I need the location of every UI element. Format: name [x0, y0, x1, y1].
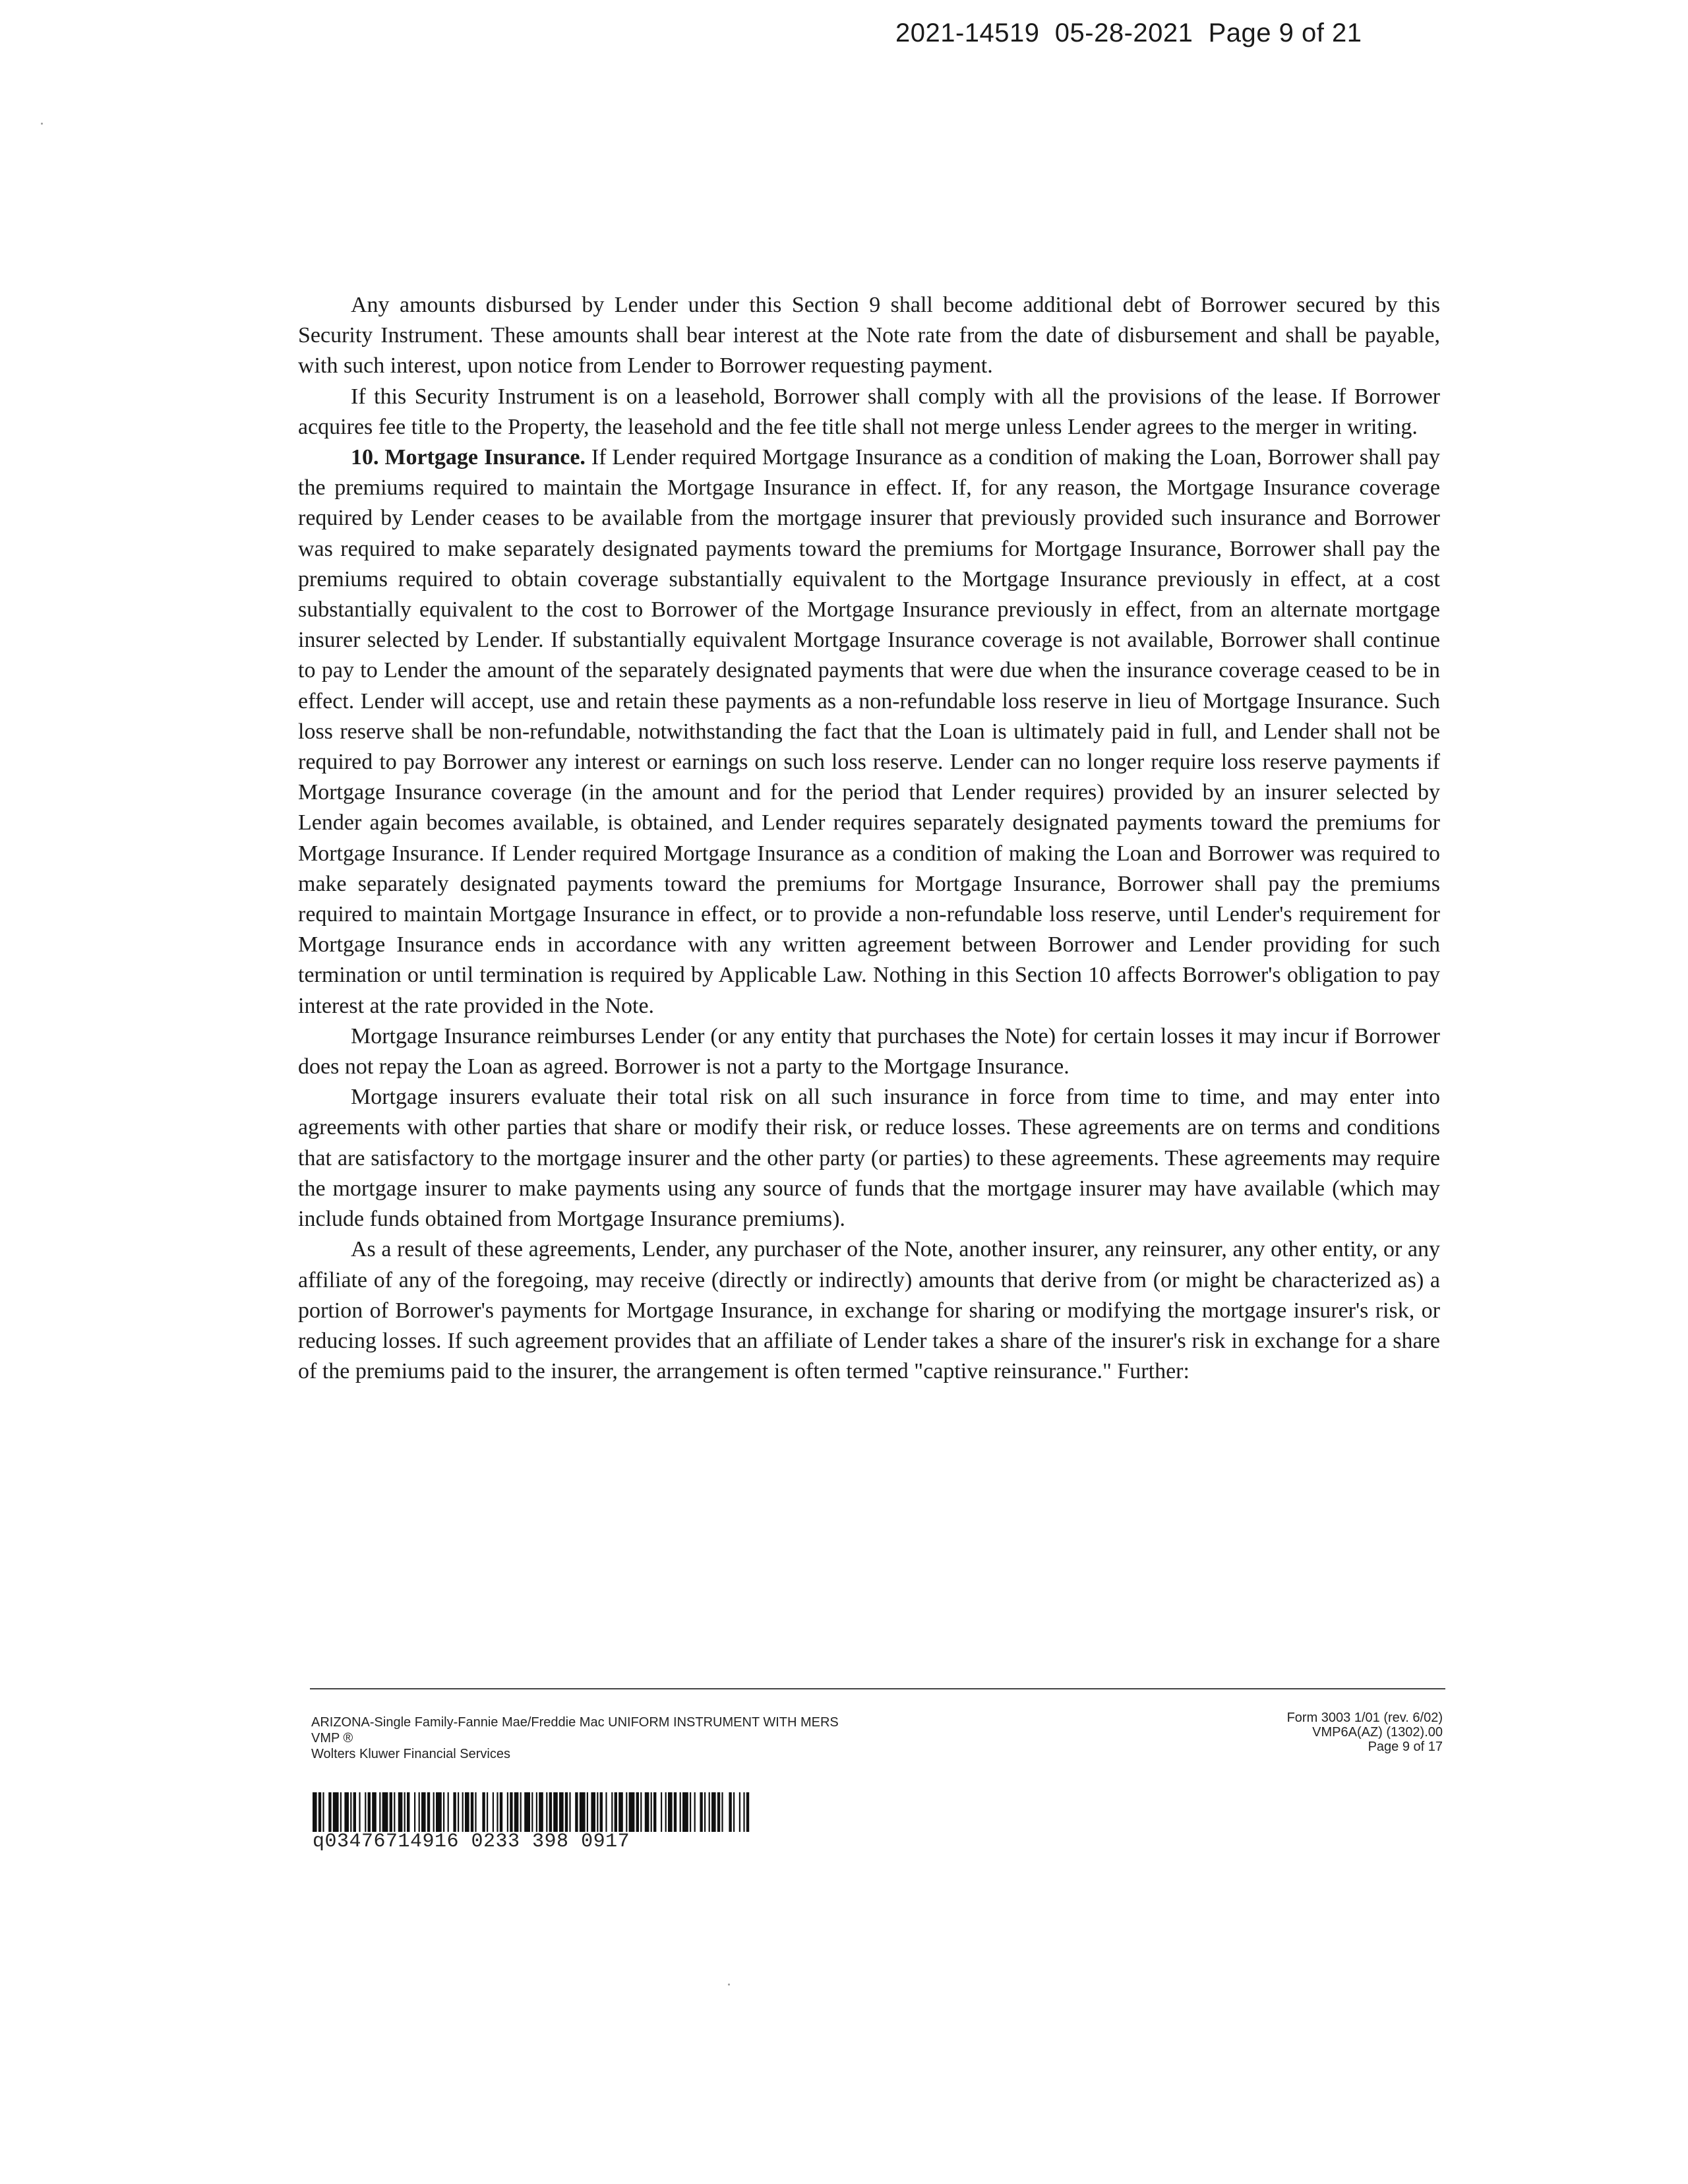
barcode-bar: [433, 1792, 435, 1832]
barcode-bar: [372, 1792, 377, 1832]
paragraph-insurer-agreements: [298, 1082, 1440, 1234]
barcode-bar: [636, 1792, 639, 1832]
paragraph-section-10-mortgage-insurance: [298, 442, 1440, 1021]
barcode-bar: [407, 1792, 409, 1832]
scan-speck: [728, 1984, 730, 1986]
footer-page-number: Page 9 of 17: [1368, 1740, 1443, 1754]
barcode-bar: [443, 1792, 444, 1832]
barcode-bar: [674, 1792, 677, 1832]
barcode-bar: [458, 1792, 459, 1832]
barcode-bar: [322, 1792, 324, 1832]
footer-form-revision: Form 3003 1/01 (rev. 6/02): [1286, 1711, 1443, 1725]
barcode-bar: [539, 1792, 543, 1832]
barcode-bar: [436, 1792, 442, 1832]
barcode-bar: [700, 1792, 702, 1832]
barcode-bar: [587, 1792, 588, 1832]
paragraph-text: Mortgage Insurance reimburses Lender (or any entity that purchases the Note) for certain losses it may incur if Borrower does not repay the Loan as agreed. Borrower is not a party to the Mortgage Insurance.: [298, 1023, 1440, 1079]
barcode-bar: [565, 1792, 568, 1832]
barcode-bar: [318, 1792, 321, 1832]
barcode-bar: [421, 1792, 426, 1832]
barcode-bar: [559, 1792, 564, 1832]
paragraph-text: Mortgage insurers evaluate their total risk on all such insurance in force from time to time, and may enter into agreements with other parties that share or modify their risk, or reduce losses. These agreements are on terms and conditions that are satisfactory to the mortgage insurer and the other party (or parties) to these agreements. These agreements may require the mortgage insurer to make payments using any source of funds that the mortgage insurer may have available (which may include funds obtained from Mortgage Insurance premiums).: [298, 1085, 1440, 1232]
barcode-bar: [629, 1792, 635, 1832]
barcode-bar: [546, 1792, 547, 1832]
barcode-bar: [580, 1792, 586, 1832]
paragraph-reimbursement: [298, 1021, 1440, 1082]
barcode-bar: [398, 1792, 403, 1832]
barcode-bar: [471, 1792, 473, 1832]
barcode-bar: [359, 1792, 360, 1832]
barcode-bar: [394, 1792, 395, 1832]
paragraph-text: If this Security Instrument is on a leasehold, Borrower shall comply with all the provisions of the lease. If Borrower acquires fee title to the Property, the leasehold and the fee title shall not merge unless Lender agrees to the merger in writing.: [298, 384, 1440, 439]
barcode-bar: [680, 1792, 681, 1832]
paragraph-text: Any amounts disbursed by Lender under this Section 9 shall become additional debt of Borrower secured by this Security Instrument. These amounts shall bear interest at the Note rate from the date of disbursement and shall be payable, with such interest, upon notice from Lender to Borrower requesting payment.: [298, 293, 1440, 379]
barcode-bar: [690, 1792, 691, 1832]
barcode-bar: [597, 1792, 598, 1832]
document-body: [298, 290, 1440, 1387]
paragraph-leasehold: [298, 382, 1440, 442]
barcode-bar: [493, 1792, 494, 1832]
barcode-bar: [382, 1792, 388, 1832]
paragraph-section-9-disbursements: [298, 290, 1440, 382]
barcode-bar: [733, 1792, 735, 1832]
barcode-bar: [510, 1792, 512, 1832]
barcode-number: q03476714916 0233 398 0917: [313, 1831, 630, 1853]
barcode-bar: [640, 1792, 642, 1832]
footer-vmp-mark: VMP ®: [311, 1731, 353, 1745]
barcode-bar: [618, 1792, 623, 1832]
barcode-bar: [419, 1792, 420, 1832]
barcode-bar: [465, 1792, 469, 1832]
barcode-bar: [448, 1792, 449, 1832]
barcode-bar: [344, 1792, 349, 1832]
barcode-bar: [739, 1792, 740, 1832]
barcode-bar: [626, 1792, 627, 1832]
barcode-bar: [404, 1792, 406, 1832]
barcode-bar: [487, 1792, 488, 1832]
footer-form-number: [1287, 1711, 1443, 1754]
barcode-bar: [482, 1792, 485, 1832]
barcode-bar: [475, 1792, 476, 1832]
barcode-bar: [462, 1792, 464, 1832]
barcode-bar: [645, 1792, 649, 1832]
barcode-bar: [553, 1792, 558, 1832]
barcode-image: [313, 1792, 750, 1832]
barcode-bar: [668, 1792, 673, 1832]
barcode-bar: [717, 1792, 720, 1832]
barcode-bar: [615, 1792, 617, 1832]
barcode-bar: [704, 1792, 706, 1832]
barcode-bar: [353, 1792, 356, 1832]
scan-speck: [41, 123, 43, 125]
paragraph-captive-reinsurance: [298, 1234, 1440, 1387]
footer-form-info: [311, 1714, 839, 1762]
barcode-bar: [328, 1792, 331, 1832]
barcode-bar: [350, 1792, 351, 1832]
barcode-bar: [507, 1792, 508, 1832]
barcode-bar: [651, 1792, 652, 1832]
barcode-bar: [500, 1792, 502, 1832]
footer-publisher: Wolters Kluwer Financial Services: [311, 1747, 510, 1761]
section-heading: 10. Mortgage Insurance.: [351, 445, 586, 470]
barcode-bar: [531, 1792, 533, 1832]
barcode-bar: [611, 1792, 613, 1832]
barcode-bar: [721, 1792, 723, 1832]
barcode-bar: [605, 1792, 607, 1832]
barcode-bar: [414, 1792, 415, 1832]
barcode-bar: [694, 1792, 696, 1832]
barcode-bar: [743, 1792, 744, 1832]
barcode-bar: [313, 1792, 317, 1832]
barcode-bar: [709, 1792, 710, 1832]
paragraph-text: As a result of these agreements, Lender, any purchaser of the Note, another insurer, any reinsurer, any other entity, or any affiliate of any of the foregoing, may receive (directly or indirectly) amounts that derive from (or might be characterized as) a portion of Borrower's payments for Mortgage Insurance, in exchange for sharing or modifying the mortgage insurer's risk, or reducing losses. If such agreement provides that an affiliate of Lender takes a share of the insurer's risk in exchange for a share of the premiums paid to the insurer, the arrangement is often termed "captive reinsurance." Further:: [298, 1237, 1440, 1384]
barcode-bar: [427, 1792, 430, 1832]
barcode-bar: [661, 1792, 662, 1832]
barcode-bar: [569, 1792, 570, 1832]
barcode-bar: [549, 1792, 552, 1832]
barcode-bar: [365, 1792, 366, 1832]
barcode-bar: [333, 1792, 339, 1832]
barcode-bar: [746, 1792, 749, 1832]
barcode-bar: [653, 1792, 656, 1832]
barcode-bar: [600, 1792, 603, 1832]
barcode-bar: [575, 1792, 578, 1832]
footer-form-title: ARIZONA-Single Family-Fannie Mae/Freddie Mac UNIFORM INSTRUMENT WITH MERS: [311, 1715, 839, 1730]
footer-divider: [310, 1688, 1445, 1689]
barcode-bar: [665, 1792, 667, 1832]
barcode-bar: [729, 1792, 731, 1832]
barcode-bar: [390, 1792, 392, 1832]
barcode-bar: [524, 1792, 530, 1832]
barcode-bar: [520, 1792, 522, 1832]
barcode-bar: [536, 1792, 537, 1832]
paragraph-text: If Lender required Mortgage Insurance as a condition of making the Loan, Borrower shall pay the premiums required to maintain the Mortgage Insurance in effect. If, for any reason, the Mortgage Insurance coverage required by Lender ceases to be available from the mortgage insurer that previously provided such insurance and Borrower was required to make separately designated payments toward the premiums for Mortgage Insurance, Borrower shall pay the premiums required to obtain coverage substantially equivalent to the Mortgage Insurance previously in effect, at a cost substantially equivalent to the cost to Borrower of the Mortgage Insurance previously in effect, from an alternate mortgage insurer selected by Lender. If substantially equivalent Mortgage Insurance coverage is not available, Borrower shall continue to pay to Lender the amount of the separately designated payments that were due when the insurance coverage ceased to be in effect. Lender will accept, use and retain these payments as a non-refundable loss reserve in lieu of Mortgage Insurance. Such loss reserve shall be non-refundable, notwithstanding the fact that the Loan is ultimately paid in full, and Lender shall not be required to pay Borrower any interest or earnings on such loss reserve. Lender can no longer require loss reserve payments if Mortgage Insurance coverage (in the amount and for the period that Lender requires) provided by an insurer selected by Lender again becomes available, is obtained, and Lender requires separately designated payments toward the premiums for Mortgage Insurance. If Lender required Mortgage Insurance as a condition of making the Loan and Borrower was required to make separately designated payments toward the premiums for Mortgage Insurance, Borrower shall pay the premiums required to maintain Mortgage Insurance in effect, or to provide a non-refundable loss reserve, until Lender's requirement for Mortgage Insurance ends in accordance with any written agreement between Borrower and Lender providing for such termination or until termination is required by Applicable Law. Nothing in this Section 10 affects Borrower's obligation to pay interest at the rate provided in the Note.: [298, 445, 1440, 1018]
barcode-bar: [453, 1792, 456, 1832]
barcode-bar: [514, 1792, 519, 1832]
barcode-bar: [379, 1792, 380, 1832]
footer-form-code: VMP6A(AZ) (1302).00: [1312, 1725, 1443, 1740]
barcode-bar: [497, 1792, 498, 1832]
barcode-bar: [591, 1792, 595, 1832]
recording-header: 2021-14519 05-28-2021 Page 9 of 21: [895, 18, 1362, 47]
barcode-bar: [368, 1792, 371, 1832]
barcode-bar: [682, 1792, 688, 1832]
barcode-bar: [711, 1792, 716, 1832]
barcode-bar: [340, 1792, 342, 1832]
